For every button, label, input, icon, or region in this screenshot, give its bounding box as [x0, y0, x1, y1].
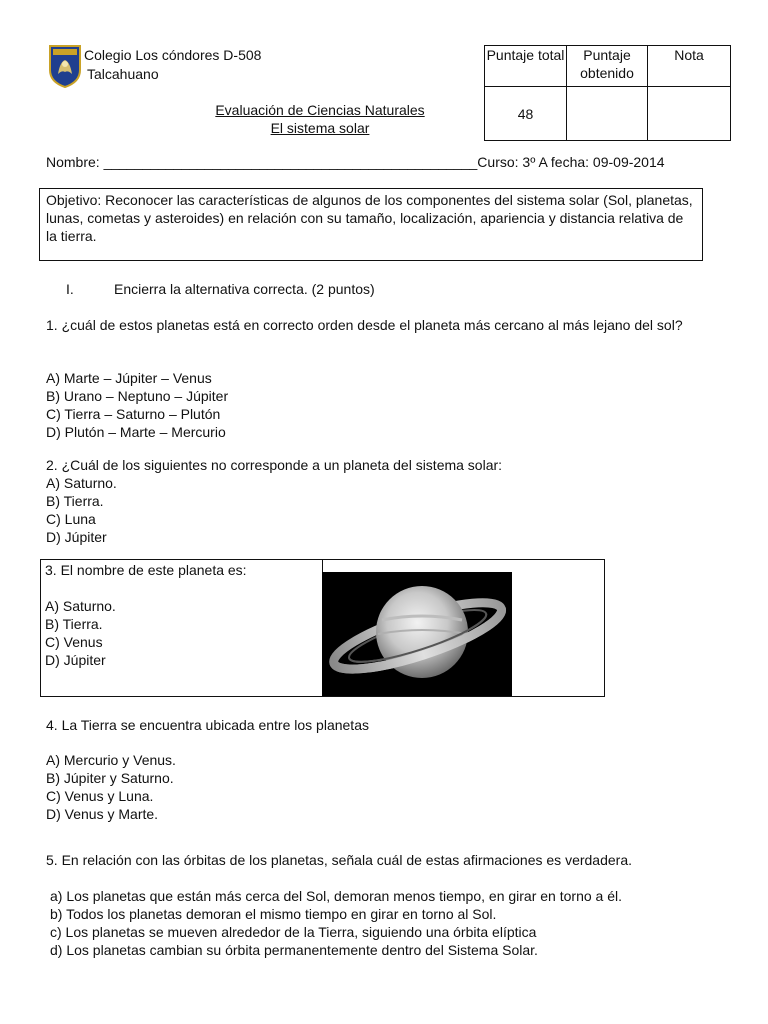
option-b[interactable]: b) Todos los planetas demoran el mismo tiempo en girar en torno al Sol.	[50, 906, 497, 922]
student-info-line[interactable]: Nombre: ________________________________________________Curso: 3º A fecha: 09-09-2014	[46, 154, 665, 170]
option-b[interactable]: B) Tierra.	[45, 616, 103, 632]
question-5: 5. En relación con las órbitas de los planetas, señala cuál de estas afirmaciones es verdadera.	[46, 852, 633, 868]
option-b[interactable]: B) Júpiter y Saturno.	[46, 770, 174, 786]
option-a[interactable]: a) Los planetas que están más cerca del Sol, demoran menos tiempo, en girar en torno a él.	[50, 888, 622, 904]
question-4-options	[46, 751, 176, 823]
option-a[interactable]: A) Saturno.	[46, 475, 117, 491]
option-c[interactable]: C) Luna	[46, 511, 96, 527]
option-a[interactable]: A) Marte – Júpiter – Venus	[46, 370, 212, 386]
option-c[interactable]: C) Tierra – Saturno – Plutón	[46, 406, 221, 422]
section-heading	[66, 281, 375, 297]
option-c[interactable]: C) Venus	[45, 634, 103, 650]
score-table	[484, 45, 731, 141]
option-d[interactable]: D) Júpiter	[45, 652, 106, 668]
saturn-image	[322, 572, 512, 696]
question-1-options	[46, 369, 228, 441]
question-2: 2. ¿Cuál de los siguientes no corresponde a un planeta del sistema solar:	[46, 457, 503, 473]
option-d[interactable]: D) Venus y Marte.	[46, 806, 159, 822]
option-b[interactable]: B) Tierra.	[46, 493, 104, 509]
question-4: 4. La Tierra se encuentra ubicada entre los planetas	[46, 717, 369, 733]
option-a[interactable]: A) Saturno.	[45, 598, 116, 614]
section-number: I.	[66, 281, 74, 297]
exam-title	[180, 101, 460, 137]
score-grade-value[interactable]	[648, 87, 731, 141]
option-d[interactable]: d) Los planetas cambian su órbita permanentemente dentro del Sistema Solar.	[50, 942, 538, 958]
question-3: 3. El nombre de este planeta es:	[45, 562, 247, 578]
section-instruction: Encierra la alternativa correcta. (2 puntos)	[114, 281, 375, 297]
school-name	[84, 46, 261, 84]
exam-title-line-2: El sistema solar	[270, 120, 370, 136]
question-5-options	[50, 887, 622, 959]
objective-box: Objetivo: Reconocer las características de algunos de los componentes del sistema solar (Sol, planetas, lunas, cometas y asteroides) en relación con su tamaño, localización, apariencia y distancia relativa de la tierra.	[39, 188, 703, 261]
option-b[interactable]: B) Urano – Neptuno – Júpiter	[46, 388, 229, 404]
option-d[interactable]: D) Júpiter	[46, 529, 107, 545]
option-d[interactable]: D) Plutón – Marte – Mercurio	[46, 424, 226, 440]
school-line-2: Talcahuano	[87, 66, 159, 82]
score-header-total: Puntaje total	[485, 46, 567, 87]
score-total-value: 48	[485, 87, 567, 141]
question-2-block	[46, 456, 502, 546]
option-a[interactable]: A) Mercurio y Venus.	[46, 752, 176, 768]
score-obtained-value[interactable]	[567, 87, 648, 141]
exam-title-line-1: Evaluación de Ciencias Naturales	[215, 102, 425, 118]
school-logo	[48, 44, 82, 88]
score-header-grade: Nota	[648, 46, 731, 87]
question-1: 1. ¿cuál de estos planetas está en correcto orden desde el planeta más cercano al más lejano del sol?	[46, 317, 683, 333]
option-c[interactable]: c) Los planetas se mueven alrededor de la Tierra, siguiendo una órbita elíptica	[50, 924, 537, 940]
score-header-obtained: Puntaje obtenido	[567, 46, 648, 87]
school-line-1: Colegio Los cóndores D-508	[84, 47, 262, 63]
option-c[interactable]: C) Venus y Luna.	[46, 788, 154, 804]
question-3-block	[45, 561, 247, 669]
